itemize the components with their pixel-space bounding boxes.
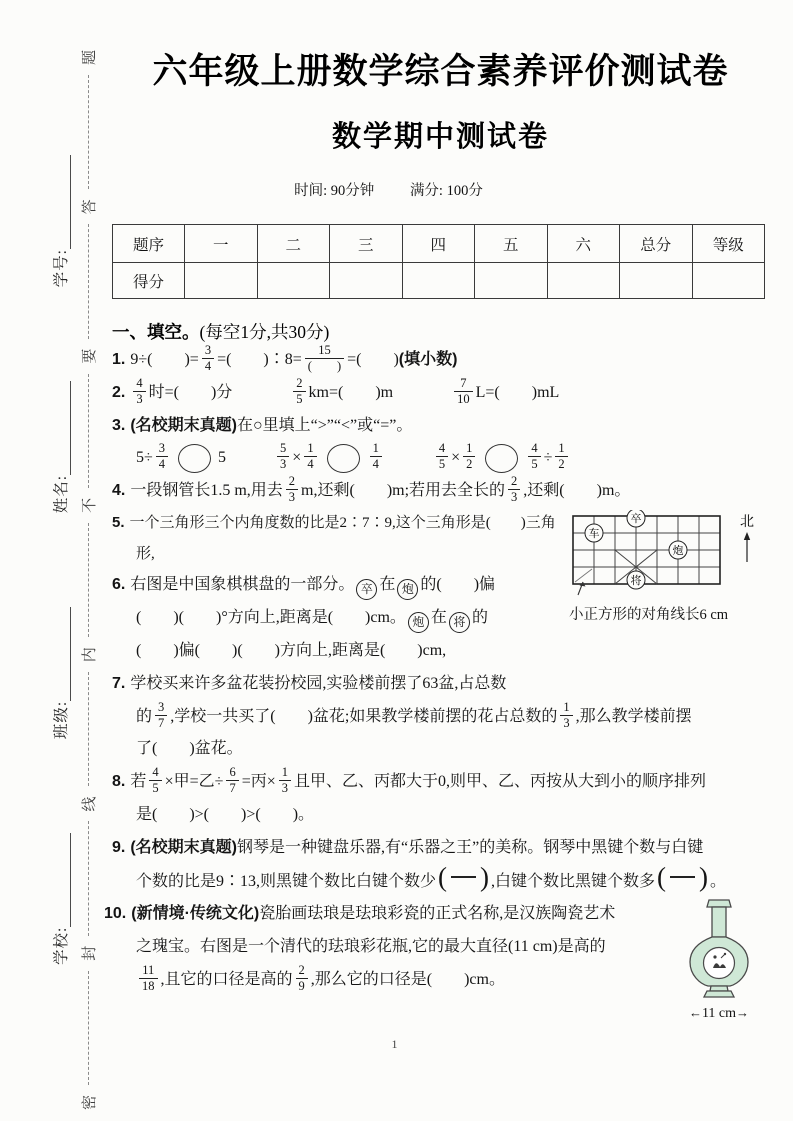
score-table xyxy=(112,224,765,299)
question-3 xyxy=(112,410,769,476)
text-segment: 瓷胎画珐琅是珐琅彩瓷的正式名称,是汉族陶瓷艺术 xyxy=(259,905,616,923)
student-info-fields xyxy=(45,149,71,971)
text-segment: 的( )偏 xyxy=(420,576,496,594)
paren: ) xyxy=(480,861,490,892)
fraction xyxy=(202,343,214,374)
section-one-title-rest: (每空1分,共30分) xyxy=(199,322,330,342)
fraction-numerator: 1 xyxy=(370,441,382,457)
text-segment: ,那么教学楼前摆 xyxy=(575,707,692,725)
text-segment: 之瑰宝。右图是一个清代的珐琅彩花瓶,它的最大直径(11 cm)是高的 xyxy=(136,938,606,956)
text-segment: ,学校一共买了( )盆花;如果教学楼前摆的花占总数的 xyxy=(170,707,558,725)
question-2 xyxy=(112,377,769,410)
fraction-blank xyxy=(657,861,709,892)
seal-dash xyxy=(88,523,89,637)
seal-char: 封 xyxy=(81,945,98,961)
chess-piece-pao: 炮 xyxy=(672,544,684,557)
fraction-numerator: 6 xyxy=(226,765,238,781)
blank-bar xyxy=(451,876,476,877)
score-table-header-cell: 四 xyxy=(402,225,475,263)
paper-content xyxy=(104,44,769,1052)
seal-char: 题 xyxy=(81,50,98,66)
fraction-denominator: 10 xyxy=(457,391,470,406)
paren: ( xyxy=(657,861,667,892)
fraction-numerator: 1 xyxy=(463,441,475,457)
question-number: 1. xyxy=(112,351,126,368)
score-cell-empty xyxy=(475,263,548,299)
question-4 xyxy=(112,475,769,508)
fraction-denominator: 9 xyxy=(298,978,305,993)
fraction-denominator: 4 xyxy=(158,457,166,472)
fraction xyxy=(463,441,475,472)
paren: ) xyxy=(699,861,709,892)
text-segment: 在○里填上“>”“<”或“=”。 xyxy=(237,416,413,434)
fraction xyxy=(277,441,289,472)
fraction-denominator: 2 xyxy=(466,457,473,472)
seal-char: 答 xyxy=(81,199,98,215)
text-segment: m,还剩( )m;若用去全长的 xyxy=(301,482,506,500)
vase-svg xyxy=(677,898,761,1000)
score-cell-empty xyxy=(330,263,403,299)
fraction-denominator: 4 xyxy=(307,457,314,472)
fraction-denominator: 5 xyxy=(152,781,159,796)
seal-dash xyxy=(88,75,89,189)
seal-char: 内 xyxy=(81,647,98,663)
question-number: 6. xyxy=(112,576,126,594)
fraction-denominator: 3 xyxy=(511,490,518,505)
fraction-denominator: 3 xyxy=(136,391,143,406)
seal-dash xyxy=(88,821,89,935)
text-segment: 的 xyxy=(471,609,488,627)
fraction-numerator: 3 xyxy=(202,343,214,359)
student-field-label: 学校: xyxy=(53,926,70,965)
fraction-denominator: 2 xyxy=(558,457,565,472)
question-number: 10. xyxy=(104,905,127,923)
text-segment: 的 xyxy=(136,707,153,725)
fraction-numerator: 2 xyxy=(508,474,520,490)
fraction xyxy=(139,963,158,994)
north-label: 北 xyxy=(740,514,754,530)
student-field-blank xyxy=(56,381,71,475)
fraction xyxy=(149,765,161,796)
fraction xyxy=(304,441,316,472)
question-number: 5. xyxy=(112,513,125,531)
fraction-denominator: 5 xyxy=(296,391,303,406)
seal-dash xyxy=(88,971,89,1085)
fraction-numerator: 4 xyxy=(436,441,448,457)
seal-char: 密 xyxy=(81,1094,98,1110)
text-segment: 一段钢管长1.5 m,用去 xyxy=(130,482,283,500)
question-number: 4. xyxy=(112,482,126,500)
vase-figure xyxy=(669,898,769,1022)
fraction xyxy=(560,700,572,731)
fraction-numerator: 1 xyxy=(304,441,316,457)
chess-piece-inline: 炮 xyxy=(408,612,429,633)
question-7 xyxy=(112,668,769,766)
vase-medallion xyxy=(704,948,735,979)
text-segment: 是( )>( )>( )。 xyxy=(136,806,315,824)
student-field xyxy=(49,833,71,965)
student-field-blank xyxy=(56,607,71,701)
fraction-numerator: 4 xyxy=(528,441,540,457)
text-segment: 时=( )分 xyxy=(148,383,233,401)
paper-subtitle: 数学期中测试卷 xyxy=(331,121,549,153)
seal-char: 线 xyxy=(81,796,98,812)
question-10-wrap xyxy=(104,898,769,1022)
fraction-numerator: 1 xyxy=(555,441,567,457)
fraction-denominator: 4 xyxy=(372,457,379,472)
text-segment: ,白键个数比黑键个数多 xyxy=(491,872,656,890)
section-one-title-bold: 一、填空。 xyxy=(112,322,200,342)
question-1 xyxy=(112,344,769,377)
text-segment: 且甲、乙、丙都大于0,则甲、乙、丙按从大到小的顺序排列 xyxy=(294,773,707,791)
text-segment: 一个三角形三个内角度数的比是2∶7∶9,这个三角形是( )三角形, xyxy=(129,514,556,562)
fraction xyxy=(226,765,238,796)
fraction-numerator: 4 xyxy=(149,765,161,781)
chess-caption: 小正方形的对角线长6 cm xyxy=(569,606,729,623)
fraction-numerator: 3 xyxy=(156,441,168,457)
text-segment: 学校买来许多盆花装扮校园,实验楼前摆了63盆,占总数 xyxy=(130,674,507,692)
score-table-header-cell: 五 xyxy=(475,225,548,263)
fraction-denominator: 18 xyxy=(142,978,155,993)
fraction-denominator: 3 xyxy=(563,715,570,730)
paren: ( xyxy=(438,861,448,892)
score-table-header-cell: 二 xyxy=(257,225,330,263)
text-segment: 若 xyxy=(130,773,147,791)
chessboard-svg xyxy=(569,510,767,596)
student-field xyxy=(49,155,71,287)
score-table-header-cell: 等级 xyxy=(692,225,765,263)
fraction xyxy=(293,376,305,407)
section-one-title xyxy=(112,319,769,344)
student-field xyxy=(49,607,71,739)
score-cell-empty xyxy=(402,263,475,299)
seal-char: 不 xyxy=(81,497,98,513)
student-field-label: 姓名: xyxy=(53,474,70,514)
text-segment: ( )( )°方向上,距离是( )cm。 xyxy=(136,609,406,627)
bold-text-segment: (新情境·传统文化) xyxy=(131,905,260,923)
text-segment: ,且它的口径是高的 xyxy=(160,971,293,989)
fraction xyxy=(133,376,145,407)
fraction xyxy=(305,343,344,374)
text-segment: 了( )盆花。 xyxy=(136,740,243,758)
student-field-label: 班级: xyxy=(53,700,70,740)
text-segment: 9÷( )= xyxy=(130,351,199,368)
text-segment: 钢琴是一种键盘乐器,有“乐器之王”的美称。钢琴中黑键个数与白键 xyxy=(237,838,704,856)
fraction xyxy=(555,441,567,472)
fraction-denominator: 5 xyxy=(438,457,446,472)
fraction xyxy=(156,441,168,472)
score-table-header-cell: 总分 xyxy=(620,225,693,263)
question-number: 9. xyxy=(112,838,126,856)
chess-piece-inline: 卒 xyxy=(356,579,377,600)
seal-dash xyxy=(88,224,89,338)
text-segment: ,那么它的口径是( )cm。 xyxy=(310,971,505,989)
fraction-numerator: 4 xyxy=(133,376,145,392)
fraction-denominator: 3 xyxy=(281,781,289,796)
score-cell-empty xyxy=(185,263,258,299)
fraction xyxy=(370,441,382,472)
text-segment: =( ) xyxy=(347,351,399,368)
questions-group-a xyxy=(112,344,769,508)
fraction-numerator: 5 xyxy=(277,441,289,457)
chessboard-figure xyxy=(569,510,769,624)
fraction-denominator: 5 xyxy=(531,457,538,472)
question-number: 8. xyxy=(112,773,126,791)
text-segment: ( )偏( )( )方向上,距离是( )cm, xyxy=(136,642,447,660)
score-table-header-cell: 三 xyxy=(330,225,403,263)
question-number: 2. xyxy=(112,383,126,401)
seal-dash xyxy=(88,672,89,786)
chess-piece-zu: 卒 xyxy=(630,512,642,525)
text-segment: × xyxy=(292,449,302,467)
fraction-blank xyxy=(438,861,490,892)
text-segment: 在 xyxy=(379,576,396,594)
text-segment: km=( )m xyxy=(308,383,394,401)
score-cell-empty xyxy=(257,263,330,299)
fraction-numerator: 1 xyxy=(560,700,572,716)
fraction-numerator: 2 xyxy=(293,376,305,392)
chess-piece-inline: 炮 xyxy=(397,579,418,600)
chess-piece-ju: 车 xyxy=(588,527,600,540)
fraction-denominator: 3 xyxy=(288,490,296,505)
paper-title: 六年级上册数学综合素养评价测试卷 xyxy=(152,52,729,91)
time-label: 时间: 90分钟 xyxy=(294,183,375,199)
left-arrow-icon: ← xyxy=(688,1005,702,1021)
fraction xyxy=(155,700,167,731)
chess-piece-jiang: 将 xyxy=(630,574,642,587)
text-segment: 。 xyxy=(710,872,727,890)
fraction-denominator: 3 xyxy=(280,457,287,472)
fraction-numerator: 7 xyxy=(454,376,473,392)
fraction-numerator: 15 xyxy=(305,343,344,359)
score-row-label: 得分 xyxy=(113,263,185,299)
fraction xyxy=(508,474,520,505)
text-segment: 在 xyxy=(430,609,447,627)
compare-circle-blank xyxy=(327,444,360,473)
fraction-numerator: 2 xyxy=(286,474,298,490)
text-segment: 5 xyxy=(218,449,227,467)
page-number: 1 xyxy=(391,1036,398,1051)
fraction-denominator: ( ) xyxy=(307,358,342,373)
vase-width-label xyxy=(669,1005,769,1022)
bold-text-segment: (名校期末真题) xyxy=(130,838,238,856)
fraction-numerator: 1 xyxy=(279,765,291,781)
score-cell-empty xyxy=(692,263,765,299)
student-field-label: 学号: xyxy=(53,249,70,288)
question-9 xyxy=(112,832,769,899)
bold-text-segment: (名校期末真题) xyxy=(130,416,238,434)
score-table-header-cell: 一 xyxy=(185,225,258,263)
fraction xyxy=(454,376,473,407)
fraction xyxy=(436,441,448,472)
text-segment: 右图是中国象棋棋盘的一部分。 xyxy=(130,576,355,594)
question-number: 3. xyxy=(112,416,126,434)
score-table-header-cell: 六 xyxy=(547,225,620,263)
compare-circle-blank xyxy=(485,444,518,473)
text-segment: 5÷ xyxy=(136,449,153,467)
student-field-blank xyxy=(56,155,71,249)
score-table-header-cell: 题序 xyxy=(113,225,185,263)
text-segment: ,还剩( )m。 xyxy=(523,482,631,500)
score-cell-empty xyxy=(547,263,620,299)
right-arrow-icon: → xyxy=(736,1005,750,1021)
student-field-blank xyxy=(56,833,71,927)
blank-bar xyxy=(670,876,695,877)
text-segment: × xyxy=(451,449,461,467)
text-segment: L=( )mL xyxy=(475,383,560,401)
text-segment: ×甲=乙÷ xyxy=(164,773,224,791)
fraction-denominator: 7 xyxy=(229,781,236,796)
seal-char: 要 xyxy=(81,348,98,364)
text-segment: 个数的比是9∶13,则黑键个数比白键个数少 xyxy=(136,872,437,890)
question-number: 7. xyxy=(112,674,126,692)
fraction-numerator: 2 xyxy=(296,963,308,979)
text-segment: =( )∶8= xyxy=(217,351,302,368)
fraction xyxy=(279,765,291,796)
student-field xyxy=(49,381,71,513)
text-segment: ÷ xyxy=(543,449,553,467)
vase-width-value: 11 cm xyxy=(701,1006,737,1022)
compare-circle-blank xyxy=(178,444,211,473)
seal-dash xyxy=(88,374,89,488)
seal-line xyxy=(78,50,98,1110)
full-score-label: 满分: 100分 xyxy=(409,183,483,199)
score-cell-empty xyxy=(620,263,693,299)
fraction-numerator: 11 xyxy=(139,963,158,979)
fraction-denominator: 4 xyxy=(204,358,212,373)
fraction xyxy=(296,963,308,994)
small-square-diagonal xyxy=(575,569,592,582)
chess-piece-inline: 将 xyxy=(449,612,470,633)
fraction-denominator: 7 xyxy=(158,715,165,730)
paper-meta xyxy=(60,179,717,200)
fraction xyxy=(286,474,298,505)
bold-text-segment: (填小数) xyxy=(398,351,458,368)
fraction xyxy=(528,441,540,472)
text-segment: =丙× xyxy=(241,773,276,791)
question-8 xyxy=(112,766,769,832)
fraction-numerator: 3 xyxy=(155,700,167,716)
